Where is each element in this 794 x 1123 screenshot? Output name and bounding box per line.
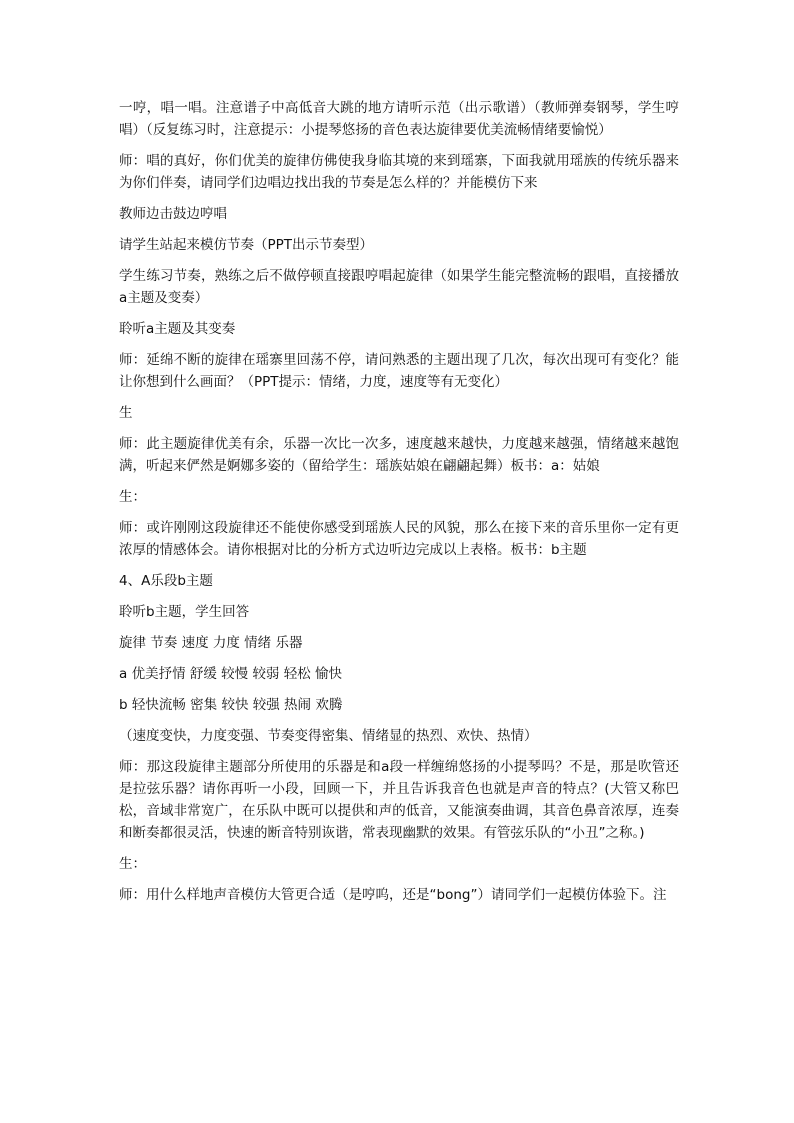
- comparison-header-row: 旋律 节奏 速度 力度 情绪 乐器: [119, 635, 303, 651]
- paragraph: 师：唱的真好，你们优美的旋律仿佛使我身临其境的来到瑶寨，下面我就用瑶族的传统乐器来为你们伴奏，请同学们边唱边找出我的节奏是怎么样的？并能模仿下来: [119, 153, 679, 191]
- comparison-row-b: b 轻快流畅 密集 较快 较强 热闹 欢腾: [119, 697, 343, 713]
- paragraph: 生: [119, 405, 133, 421]
- paragraph: 师：此主题旋律优美有余，乐器一次比一次多，速度越来越快，力度越来越强，情绪越来越饱满，听起来俨然是婀娜多姿的（留给学生：瑶族姑娘在翩翩起舞）板书：a：姑娘: [119, 436, 679, 474]
- paragraph: 师：延绵不断的旋律在瑶寨里回荡不停，请问熟悉的主题出现了几次，每次出现可有变化？能让你想到什么画面？（PPT提示：情绪，力度，速度等有无变化）: [119, 352, 679, 390]
- paragraph: 聆听b主题，学生回答: [119, 604, 250, 620]
- paragraph: 师：那这段旋律主题部分所使用的乐器是和a段一样缠绵悠扬的小提琴吗？不是，那是吹管还是拉弦乐器？请你再听一小段，回顾一下，并且告诉我音色也就是声音的特点？(大管又称巴松，音域非常宽广，在乐队中既可以提供和声的低音，又能演奏曲调，其音色鼻音浓厚，连奏和断奏都很灵活，快速的断音特别诙谐，常表现幽默的效果。有管弦乐队的“小丑”之称。): [119, 759, 679, 841]
- paragraph: 生：: [119, 856, 146, 872]
- paragraph: 学生练习节奏，熟练之后不做停顿直接跟哼唱起旋律（如果学生能完整流畅的跟唱，直接播放a主题及变奏）: [119, 268, 679, 306]
- paragraph: 生：: [119, 489, 146, 505]
- paragraph: 教师边击鼓边哼唱: [119, 206, 227, 222]
- paragraph: 聆听a主题及其变奏: [119, 321, 236, 337]
- paragraph: （速度变快，力度变强、节奏变得密集、情绪显的热烈、欢快、热情）: [119, 728, 538, 744]
- paragraph: 师：用什么样地声音模仿大管更合适（是哼呜，还是“bong”）请同学们一起模仿体验下。注: [119, 887, 667, 903]
- paragraph: 一哼，唱一唱。注意谱子中高低音大跳的地方请听示范（出示歌谱）（教师弹奏钢琴，学生哼唱）（反复练习时，注意提示：小提琴悠扬的音色表达旋律要优美流畅情绪要愉悦）: [119, 100, 679, 138]
- section-heading: 4、A乐段b主题: [119, 573, 213, 589]
- document-body: [119, 97, 679, 915]
- paragraph: 请学生站起来模仿节奏（PPT出示节奏型）: [119, 237, 374, 253]
- comparison-row-a: a 优美抒情 舒缓 较慢 较弱 轻松 愉快: [119, 666, 343, 682]
- paragraph: 师：或许刚刚这段旋律还不能使你感受到瑶族人民的风貌，那么在接下来的音乐里你一定有更浓厚的情感体会。请你根据对比的分析方式边听边完成以上表格。板书：b主题: [119, 520, 679, 558]
